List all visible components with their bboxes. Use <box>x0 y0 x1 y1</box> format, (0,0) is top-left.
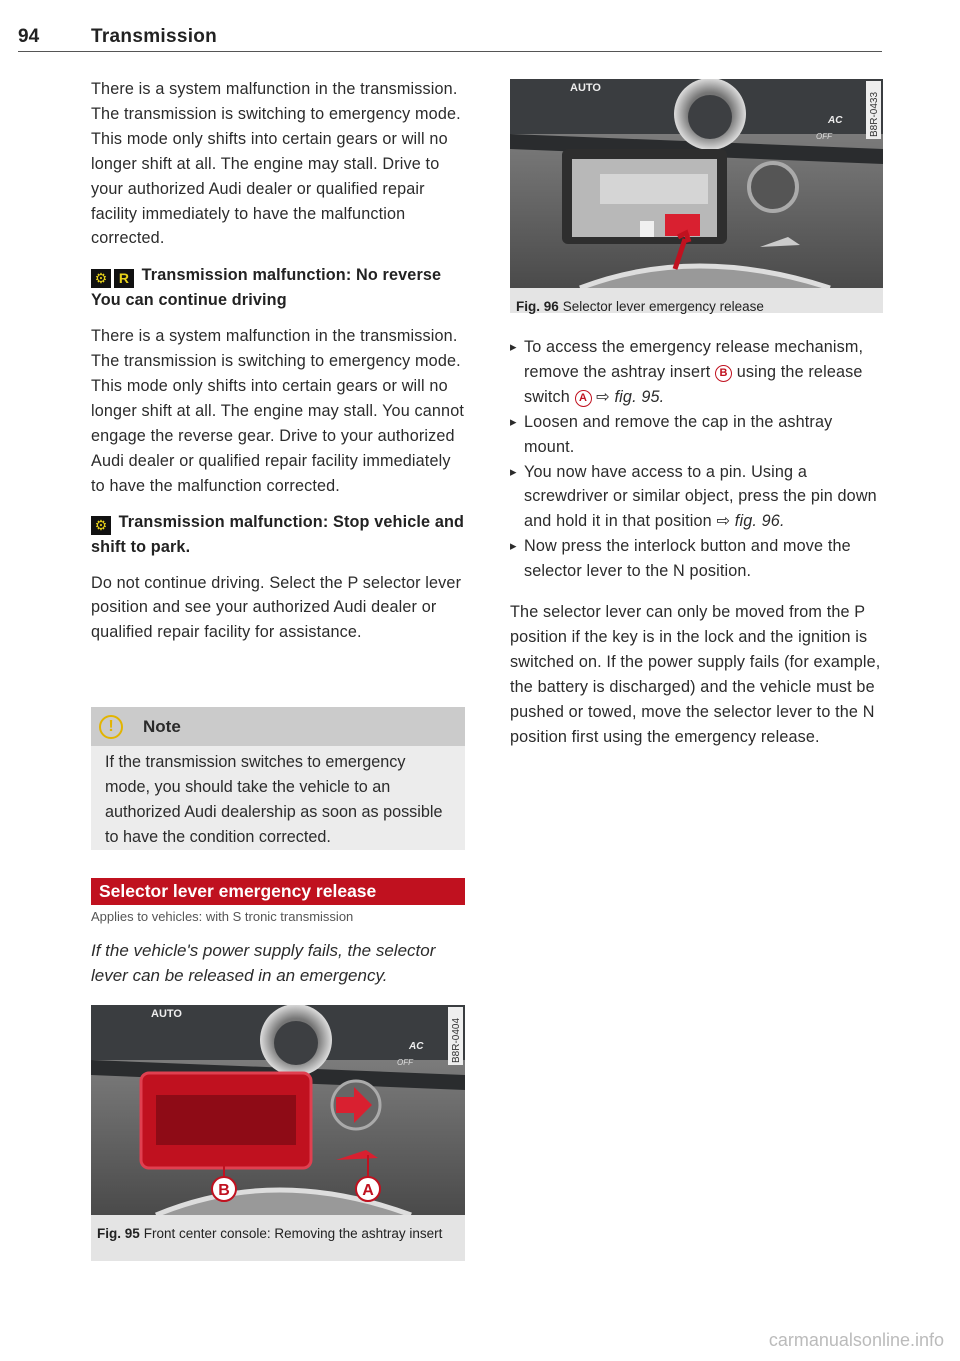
svg-text:B: B <box>218 1182 230 1199</box>
figure-95-caption: Fig. 95 Front center console: Removing the ashtray insert <box>97 1226 443 1241</box>
applies-to: Applies to vehicles: with S tronic transmission <box>91 909 354 924</box>
fig-96-link[interactable]: ⇨ fig. 96. <box>716 512 785 531</box>
watermark: carmanualsonline.info <box>768 1330 944 1350</box>
right-column <box>510 335 884 750</box>
step-item: ▸ Loosen and remove the cap in the ashtray mount. <box>510 410 884 460</box>
header-divider <box>18 51 882 52</box>
paragraph-emergency-mode: There is a system malfunction in the transmission. The transmission is switching to emergency mode. This mode only shifts into certain gears or will no longer shift at all. The engine may stall. Drive to your authorized Audi dealer or qualified repair facility immediately to have the malfunction corrected. <box>91 80 461 248</box>
fig-95-link[interactable]: ⇨ fig. 95. <box>591 387 665 406</box>
auto-label: AUTO <box>151 1008 182 1020</box>
auto-label: AUTO <box>570 82 601 94</box>
section-intro: If the vehicle's power supply fails, the selector lever can be released in an emergency. <box>91 941 436 985</box>
figure-96 <box>510 79 883 313</box>
transmission-gear-warning-icon: ⚙ <box>91 269 111 288</box>
note-body: If the transmission switches to emergency mode, you should take the vehicle to an authorized Audi dealership as soon as possible to have the condition corrected. <box>105 753 443 846</box>
page-number: 94 <box>18 26 40 47</box>
step-item: ▸ To access the emergency release mechanism, remove the ashtray insert B using the release switch A ⇨ fig. 95. <box>510 335 884 410</box>
callout-b-ref: B <box>715 365 732 382</box>
svg-text:A: A <box>362 1182 374 1199</box>
off-label: OFF <box>397 1058 413 1067</box>
paragraph-no-reverse: There is a system malfunction in the transmission. The transmission is switching to emergency mode. This mode only shifts into certain gears or will no longer shift at all. The engine may stall. You cannot engage the reverse gear. Drive to your authorized Audi dealer or qualified repair facility immediately to have the malfunction corrected. <box>91 327 465 495</box>
step-item: ▸ Now press the interlock button and move the selector lever to the N position. <box>510 534 884 584</box>
figure-96-caption: Fig. 96 Selector lever emergency release <box>516 299 764 314</box>
off-label: OFF <box>816 132 832 141</box>
callout-a-ref: A <box>575 390 592 407</box>
note-title: Note <box>143 716 181 736</box>
figure-code: B8R-0404 <box>451 1017 462 1063</box>
step-item: ▸ You now have access to a pin. Using a screwdriver or similar object, press the pin down and hold it in that position ⇨ fig. 96. <box>510 460 884 535</box>
figure-code: B8R-0433 <box>869 91 880 137</box>
section-title: Transmission <box>91 26 218 47</box>
steps-list <box>510 335 884 584</box>
left-column <box>91 77 465 645</box>
ac-label: AC <box>828 115 843 126</box>
console-illustration-96 <box>510 79 883 288</box>
paragraph-power-supply: The selector lever can only be moved from the P position if the key is in the lock and the ignition is switched on. If the power supply fails (for example, the battery is discharged) and the vehicle must be pushed or towed, move the selector lever to the N position first using the emergency release. <box>510 603 881 746</box>
heading-no-reverse: ⚙ R Transmission malfunction: No reverse You can continue driving <box>91 266 442 310</box>
heading-stop-vehicle: ⚙ Transmission malfunction: Stop vehicle and shift to park. <box>91 512 465 556</box>
note-box <box>91 707 465 850</box>
ac-label: AC <box>409 1041 424 1052</box>
paragraph-stop-vehicle: Do not continue driving. Select the P selector lever position and see your authorized Audi dealer or qualified repair facility for assistance. <box>91 573 462 642</box>
figure-95 <box>91 1005 465 1261</box>
note-header <box>91 707 465 746</box>
console-illustration-95 <box>91 1005 465 1215</box>
reverse-blocked-icon: R <box>114 269 134 288</box>
transmission-gear-warning-icon: ⚙ <box>91 516 111 535</box>
info-circle-icon: ! <box>99 715 123 739</box>
section-heading: Selector lever emergency release <box>91 878 465 905</box>
